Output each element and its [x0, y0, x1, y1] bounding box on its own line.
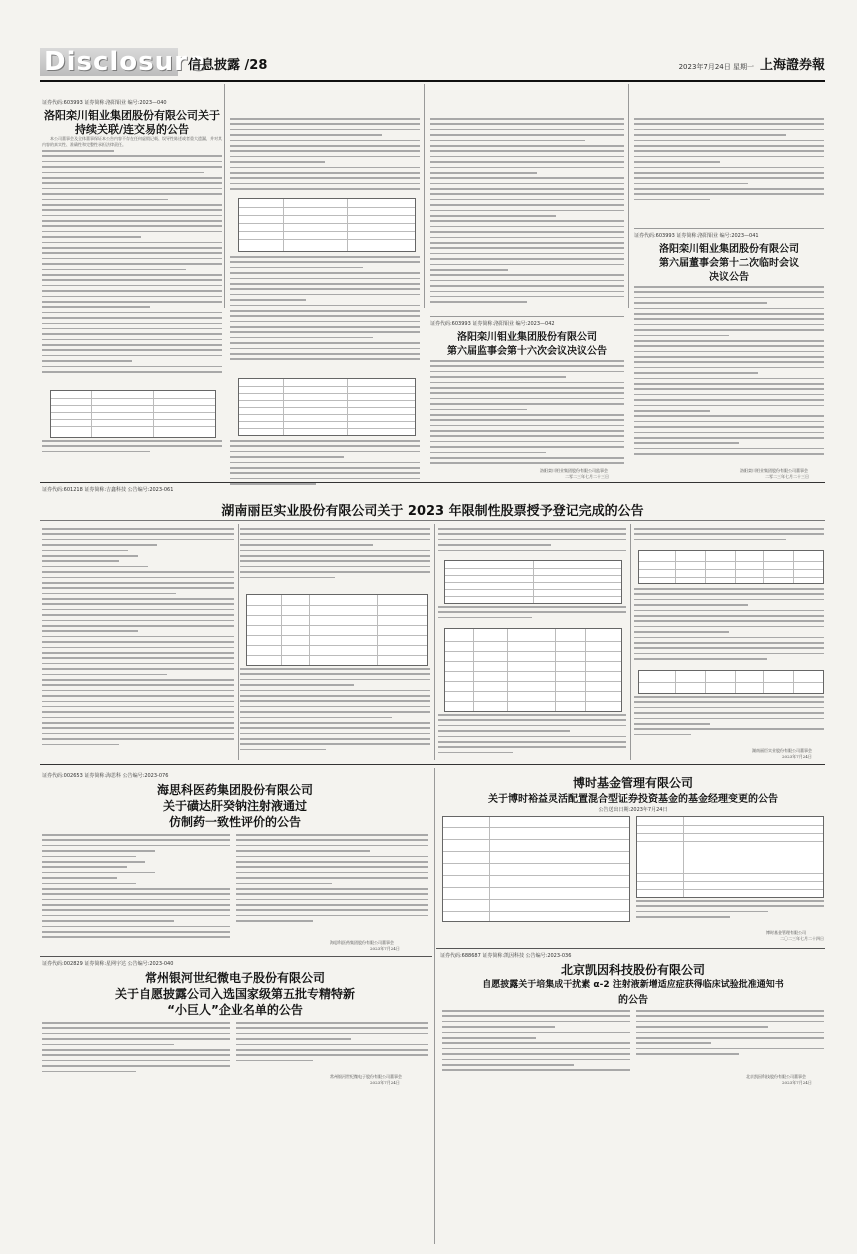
issuer-signature: 湖南丽臣实业股份有限公司董事会 — [752, 748, 812, 753]
issuer-signature: 博时基金管理有限公司 — [766, 930, 806, 935]
article-body-col1 — [42, 834, 230, 944]
article-separator — [634, 228, 824, 229]
stock-meta: 证券代码:603993 证券简称:洛阳钼业 编号:2023—042 — [430, 321, 555, 327]
article-body-col3c — [438, 714, 626, 760]
article-body-col2 — [636, 1010, 824, 1070]
stock-meta: 证券代码:601218 证券简称:吉鑫科技 公告编号:2023-061 — [42, 487, 174, 493]
article-lead: 本公司董事会及全体董事保证本公告内容不存在任何虚假记载、误导性陈述或者重大遗漏，并对其内容的真实性、准确性和完整性承担法律责任。 — [42, 136, 222, 147]
article-body — [430, 360, 624, 470]
article-body-col2 — [240, 528, 430, 588]
issue-date: 二零二三年七月二十三日 — [565, 474, 609, 479]
article-title-line3: 的公告 — [618, 995, 648, 1006]
article-body-col2 — [236, 834, 428, 944]
newspaper-name: 上海證券報 — [759, 58, 825, 73]
masthead-right — [679, 54, 825, 73]
article-title-line1: 洛阳栾川钼业集团股份有限公司 — [457, 332, 597, 343]
column-divider — [434, 768, 435, 1244]
band-rule — [40, 482, 825, 483]
financial-table — [50, 390, 216, 438]
issuer-signature: 北京凯因科技股份有限公司董事会 — [746, 1074, 806, 1079]
issue-date: 2023年7月24日 星期一 — [678, 63, 754, 71]
financial-table-3 — [238, 378, 416, 436]
article-body-col4 — [634, 528, 824, 548]
participants-table — [444, 628, 622, 712]
article-body-col3b — [438, 606, 626, 624]
issuer-signature: 海思科医药集团股份有限公司董事会 — [330, 940, 394, 945]
article-title-line2: 关于磺达肝癸钠注射液通过 — [162, 799, 307, 813]
stock-meta: 证券代码:603993 证券简称:洛阳钼业 编号:2023—040 — [42, 100, 167, 106]
share-structure-table — [638, 550, 824, 584]
article-title-line2: 第六届监事会第十六次会议决议公告 — [447, 346, 607, 357]
article-body-tail — [42, 440, 222, 460]
article-title-line1: 洛阳栾川钼业集团股份有限公司 — [659, 244, 799, 255]
grant-table — [246, 594, 428, 666]
column-divider — [434, 524, 435, 760]
article-separator — [40, 956, 432, 957]
allocation-table — [444, 560, 622, 604]
column-divider — [238, 524, 239, 760]
article-title-line2: 关于博时裕益灵活配置混合型证券投资基金的基金经理变更的公告 — [488, 794, 778, 805]
article-body-col1 — [442, 1010, 630, 1080]
article-body-continued-2 — [230, 256, 420, 376]
article-body-col1 — [42, 528, 234, 760]
article-body — [636, 900, 824, 930]
article-separator — [430, 316, 624, 317]
financial-table-2 — [238, 198, 416, 252]
masthead-rule — [40, 80, 825, 82]
article-title-line2: 第六届董事会第十二次临时会议 — [659, 258, 799, 269]
fund-info-table — [442, 816, 630, 922]
article-body-continued — [230, 118, 420, 198]
article-title-line2: 自愿披露关于培集成干扰素 α-2 注射液新增适应症获得临床试验批准通知书 — [482, 980, 784, 990]
article-separator — [436, 948, 825, 949]
stock-meta: 证券代码:002829 证券简称:星网宇达 公告编号:2023-040 — [42, 961, 174, 967]
masthead — [40, 48, 825, 78]
section-title: 信息披露 /28 — [188, 58, 268, 73]
article-body-col1 — [42, 1022, 230, 1082]
issue-date: 二零二三年七月二十三日 — [765, 474, 809, 479]
manager-info-table — [636, 816, 824, 898]
article-body-col4c — [634, 696, 824, 746]
article-body — [42, 150, 222, 390]
band-rule — [40, 764, 825, 765]
article-title-line2: 持续关联/连交易的公告 — [74, 123, 190, 136]
disclosure-logo: Disclosure — [44, 47, 207, 77]
article-title-line2: 关于自愿披露公司入选国家级第五批专精特新 — [114, 987, 355, 1001]
stock-meta: 证券代码:688687 证券简称:凯因科技 公告编号:2023-036 — [440, 953, 572, 959]
disclosure-logo-box — [40, 47, 207, 77]
column-divider — [628, 84, 629, 308]
column-divider — [424, 84, 425, 308]
issue-date: 二〇二三年七月二十四日 — [780, 936, 824, 941]
column-divider — [224, 84, 225, 308]
article-body-col4b — [634, 588, 824, 668]
issue-date: 2023年7月24日 — [782, 1080, 812, 1085]
article-title-line3: 决议公告 — [709, 272, 749, 283]
article-body-col3 — [438, 528, 626, 558]
stock-meta: 证券代码:002653 证券简称:海思科 公告编号:2023-076 — [42, 773, 169, 779]
article-body-continued-3 — [230, 440, 420, 500]
article-title-line3: “小巨人”企业名单的公告 — [167, 1003, 303, 1017]
article-title-line3: 仿制药一致性评价的公告 — [168, 815, 301, 829]
article-title: 湖南丽臣实业股份有限公司关于 2023 年限制性股票授予登记完成的公告 — [221, 504, 644, 519]
article-title-line1: 博时基金管理有限公司 — [572, 776, 693, 790]
article-body-continued-4 — [430, 118, 624, 314]
article-body-col2 — [236, 1022, 428, 1082]
article-title-line1: 洛阳栾川钼业集团股份有限公司关于 — [44, 109, 220, 122]
issuer-signature: 常州银河世纪微电子股份有限公司董事会 — [330, 1074, 402, 1079]
stock-meta: 证券代码:603993 证券简称:洛阳钼业 编号:2023—041 — [634, 233, 759, 239]
issue-date: 2023年7月24日 — [782, 754, 812, 759]
article-body-col2b — [240, 668, 430, 760]
article-title-line1: 海思科医药集团股份有限公司 — [156, 783, 313, 797]
publication-date: 公告送出日期:2023年7月24日 — [598, 807, 668, 813]
title-underline — [40, 520, 825, 521]
column-divider — [630, 524, 631, 760]
article-body — [634, 286, 824, 466]
issuer-signature: 洛阳栾川钼业集团股份有限公司董事会 — [740, 468, 808, 473]
article-title-line1: 北京凯因科技股份有限公司 — [560, 963, 705, 977]
article-title-line1: 常州银河世纪微电子股份有限公司 — [144, 971, 325, 985]
article-body-continued-5 — [634, 118, 824, 218]
issue-date: 2023年7月24日 — [370, 1080, 400, 1085]
cost-table — [638, 670, 824, 694]
issue-date: 2023年7月24日 — [370, 946, 400, 951]
issuer-signature: 洛阳栾川钼业集团股份有限公司监事会 — [540, 468, 608, 473]
